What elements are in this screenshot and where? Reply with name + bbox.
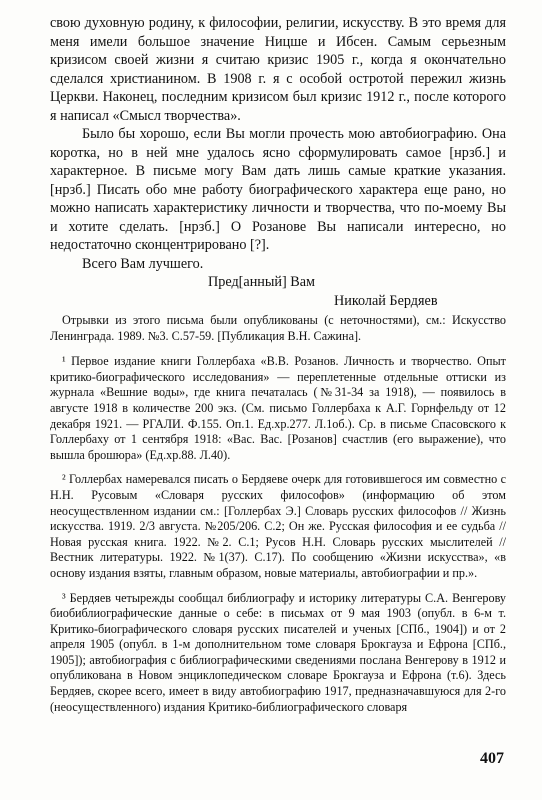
footnotes xyxy=(50,313,506,724)
letter-text xyxy=(50,14,506,310)
letter-farewell: Всего Вам лучшего. xyxy=(82,255,204,272)
letter-paragraph-2: Было бы хорошо, если Вы могли прочесть мою автобиографию. Она коротка, но в ней мне удалось ясно сформулировать самое [нрзб.] и характерное. В письме могу Вам дать лишь самые краткие указания. [нрзб.] Писать обо мне работу биографического характера еще рано, но можно написать характеристику личности и творчества, что по-моему Вы и хотите сделать. [нрзб.] О Розанове Вы написали интересно, но недостаточно сконцентрировано [?]. xyxy=(50,126,506,253)
footnote-2: ² Голлербах намеревался писать о Бердяеве очерк для готовившегося им совместно с Н.Н. Русовым «Словаря русских философов» (информацию об этом неосуществленном издании см.: [Голлербах Э.] Словарь русских философов // Жизнь искусства. 1919. 2/3 августа. №205/206. С.2; Он же. Русская философия и ее судьба // Новая русская книга. 1922. №2. С.1; Русов Н.Н. Словарь русских мыслителей // Вестник литературы. 1922. №1(37). С.17). По сообщению «Жизни искусства», «в основу издания взяты, главным образом, новые материалы, автобиографии и пр.». xyxy=(50,472,506,580)
signature-name: Николай Бердяев xyxy=(334,292,438,309)
signature-closing: Пред[анный] Вам xyxy=(208,274,316,290)
footnote-3: ³ Бердяев четырежды сообщал библиографу и историку литературы С.А. Венгерову биобиблиографические данные о себе: в письмах от 9 мая 1903 (опубл. в 6-м т. Критико-биографического словаря русских писателей и ученых [СПб., 1904]) и от 2 апреля 1905 (опубл. в 1-м дополнительном томе словаря Брокгауза и Ефрона [СПб., 1905]); автобиография с библиографическими сведениями послана Венгерову в 1912 и опубликована в Новом энциклопедическом словаре Брокгауза и Ефрона (т.6). Здесь Бердяев, скорее всего, имеет в виду автобиографию 1917, предназначавшуюся для 2-го (неосуществленного) издания Критико-библиографического словаря xyxy=(50,590,506,714)
footnote-1: ¹ Первое издание книги Голлербаха «В.В. Розанов. Личность и творчество. Опыт критико-биографического исследования» — переплетенные отдельные оттиски из журнала «Вешние воды», где книга печаталась (№31-34 за 1918), — появилось в августе 1918 в количестве 200 экз. (См. письмо Голлербаха к А.Г. Горнфельду от 12 декабря 1921. — РГАЛИ. Ф.155. Оп.1. Ед.хр.277. Л.1об.). Ср. в письме Спасовского к Голлербаху от 1 сентября 1918: «Вас. Вас. [Розанов] счастлив (его выражение), что вышла брошюра» (Ед.хр.88. Л.40). xyxy=(50,354,506,462)
publication-note: Отрывки из этого письма были опубликованы (с неточностями), см.: Искусство Ленинграда. 1989. №3. С.57-59. [Публикация В.Н. Сажина]. xyxy=(50,313,506,343)
page-number: 407 xyxy=(480,750,504,767)
letter-paragraph-1: свою духовную родину, к философии, религии, искусству. В это время для меня имели большое значение Ницше и Ибсен. Самым серьезным кризисом своей жизни я считаю кризис 1905 г., когда я окончательно сделался христианином. В 1908 г. я с особой остротой пережил жизнь Церкви. Наконец, последним кризисом был кризис 1912 г., после которого я написал «Смысл творчества». xyxy=(50,15,506,124)
